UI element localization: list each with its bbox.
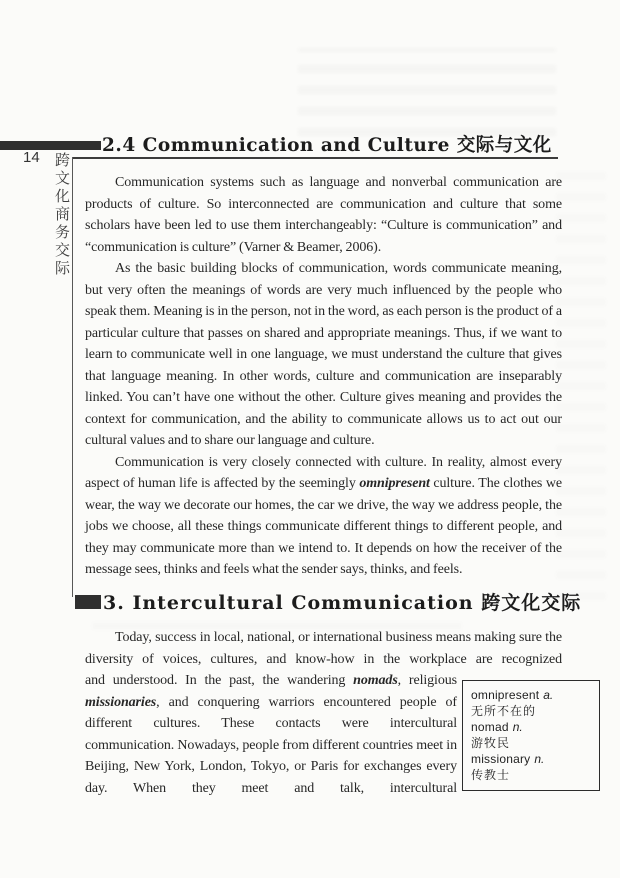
heading-underline bbox=[72, 157, 558, 159]
vocab-term-line bbox=[471, 687, 591, 703]
bleed-through-artifact bbox=[298, 48, 556, 136]
vocab-definition: 无所不在的 bbox=[471, 704, 537, 718]
vocab-part-of-speech: n. bbox=[534, 752, 545, 766]
main-text-column bbox=[85, 172, 582, 799]
vocab-part-of-speech: a. bbox=[543, 688, 554, 702]
paragraph: Today, success in local, national, or international business means making sure the diversity of voices, cultures, and know-how in the workplace are recognized bbox=[85, 630, 562, 667]
vocab-term: missionary bbox=[471, 752, 531, 766]
sidebar-divider bbox=[72, 157, 73, 597]
section-2-4-heading: 2.4 Communication and Culture 交际与文化 bbox=[102, 135, 552, 156]
paragraph: Communication is very closely connected with culture. In reality, almost every aspect of human life is affected by the seemingly omnipresent culture. The clothes we wear, the way we decorate our homes, the car we drive, the way we address people, the jobs we choose, all these things communicate different things to different people, and they may communicate more than we intend to. It depends on how the receiver of the message sees, thinks and feels what the sender says, thinks, and feels. bbox=[85, 454, 562, 577]
book-side-title: 跨文化商务交际 bbox=[53, 152, 69, 278]
vocab-term: nomad bbox=[471, 720, 509, 734]
bleed-through-artifact bbox=[556, 170, 606, 600]
vocab-definition: 游牧民 bbox=[471, 736, 511, 750]
section-3-heading bbox=[75, 591, 582, 615]
vocab-entry bbox=[471, 751, 591, 783]
vocab-entry bbox=[471, 687, 591, 719]
vocab-part-of-speech: n. bbox=[512, 720, 523, 734]
paragraph-continuation: and understood. In the past, the wandering nomads, religious missionaries, and conquering warriors encountered people of different cultures. These contacts were intercultural communication. Nowadays, people from different countries meet in Beijing, New York, London, Tokyo, or Paris for exchanges every day. When they meet and talk, intercultural bbox=[85, 673, 457, 796]
paragraph: Communication systems such as language and nonverbal communication are products of culture. So interconnected are communication and culture that some scholars have been led to use them interchangeably: “Culture is communication” and “communication is culture” (Varner & Beamer, 2006). bbox=[85, 175, 562, 255]
page-number: 14 bbox=[23, 149, 40, 166]
heading-square-bullet bbox=[75, 595, 101, 609]
vocab-term-line bbox=[471, 751, 591, 767]
section-3-heading-text: 3. Intercultural Communication 跨文化交际 bbox=[103, 591, 582, 614]
section-accent-bar bbox=[0, 141, 101, 150]
vocab-definition: 传教士 bbox=[471, 768, 511, 782]
text-with-vocab-box bbox=[85, 670, 562, 799]
vocab-entry bbox=[471, 719, 591, 751]
vocab-term: omnipresent bbox=[471, 688, 540, 702]
vocab-box bbox=[462, 680, 600, 791]
vocab-term-line bbox=[471, 719, 591, 735]
paragraph: As the basic building blocks of communication, words communicate meaning, but very often the meanings of words are very much influenced by the people who speak them. Meaning is in the person, not in the word, as each person is the product of a particular culture that passes on shared and appropriate meanings. Thus, if we want to learn to communicate well in one language, we must understand the culture that gives that language meaning. In other words, culture and communication are inseparably linked. You can’t have one without the other. Culture gives meaning and provides the context for communication, and the ability to communicate allows us to act out our cultural values and to share our language and culture. bbox=[85, 261, 562, 448]
